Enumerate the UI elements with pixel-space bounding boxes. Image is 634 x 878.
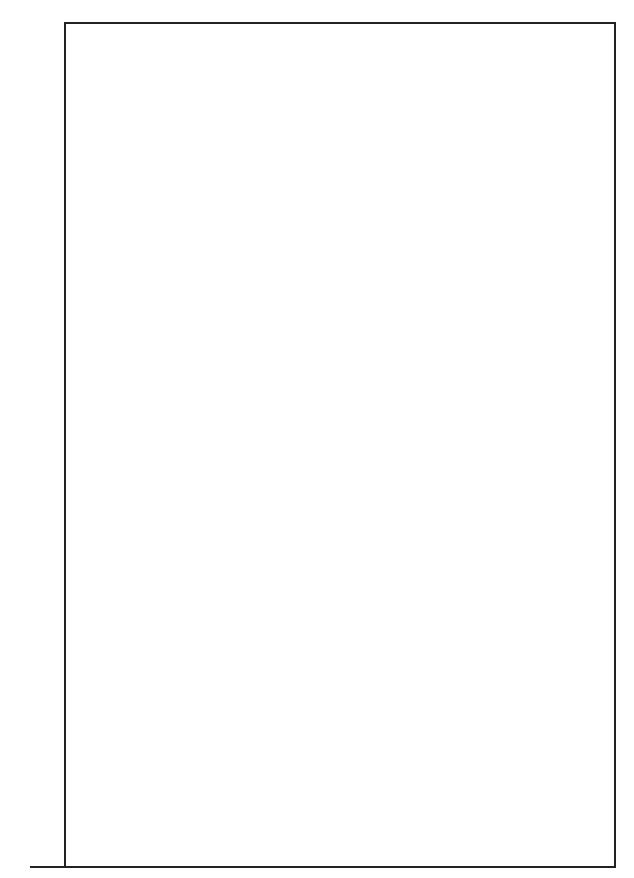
frame-bottom xyxy=(30,866,616,868)
frame-top xyxy=(64,22,616,24)
frame-right xyxy=(614,22,616,868)
frame-left xyxy=(64,22,66,868)
